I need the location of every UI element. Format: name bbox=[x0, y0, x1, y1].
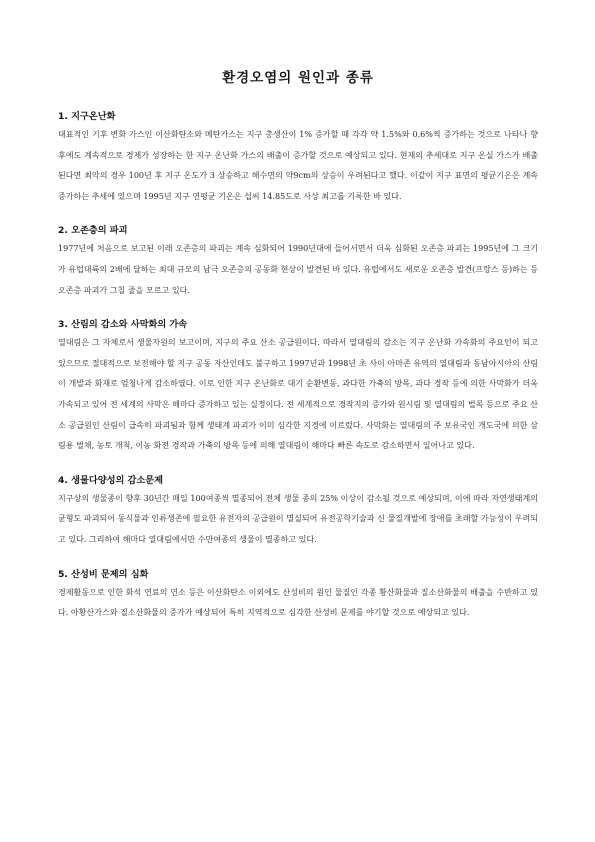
section-body: 지구상의 생물종이 향후 30년간 매일 100여종씩 멸종되어 전체 생물 종의 25% 이상이 감소될 것으로 예상되며, 이에 따라 자연생태계의 균형도 파괴되어 동식물과 인류생존에 필요한 유전자의 공급원이 멸실되어 유전공학기술과 신 물질개발에 장애를 초래할 가능성이 우려되고 있다. 그리하여 해마다 열대림에서만 수만여종의 생물이 멸종하고 있다. bbox=[58, 493, 538, 544]
section-biodiversity-loss bbox=[58, 472, 538, 551]
section-body: 열대림은 그 자체로서 생물자원의 보고이며, 지구의 주요 산소 공급원이다. 따라서 열대림의 감소는 지구 온난화 가속화의 주요인이 되고 있으므로 절대적으로 보전해야 할 지구 공동 자산인데도 불구하고 1997년과 1998년 초 사이 아마존 유역의 열대림과 동남아시아의 산림이 개발과 화재로 엄청나게 감소하였다. 이로 인한 지구 온난화로 대기 순환변동, 과다한 가축의 방목, 과다 경작 등에 의한 사막화가 더욱 가속되고 있어 전 세계의 사막은 해마다 증가하고 있는 실정이다. 전 세계적으로 경작지의 증가와 원시림 및 열대림의 벌목 등으로 주요 산소 공급원인 산림이 급속히 파괴됨과 함께 생태계 파괴가 이미 심각한 지경에 이르렀다. 사막화는 열대림의 주 보유국인 개도국에 의한 삼림용 벌채, 농토 개척, 이농 화전 경작과 가축의 방목 등에 의해 열대림이 해마다 빠른 속도로 감소하면서 일어나고 있다. bbox=[58, 338, 538, 451]
section-body: 경제활동으로 인한 화석 연료의 연소 등은 이산화탄소 이외에도 산성비의 원인 물질인 각종 황산화물과 질소산화물의 배출을 수반하고 있다. 아황산가스와 질소산화물의 증가가 예상되어 특히 지역적으로 심각한 산성비 문제를 야기할 것으로 예상되고 있다. bbox=[58, 587, 538, 618]
section-heading: 4. 생물다양성의 감소문제 bbox=[58, 474, 164, 486]
section-body: 1977년에 처음으로 보고된 이래 오존층의 파괴는 계속 심화되어 1990년대에 들어서면서 더욱 심화된 오존층 파괴는 1995년에 그 크기가 유럽대륙의 2배에 달하는 최대 규모의 남극 오존층의 공동화 현상이 발견된 바 있다. 유럽에서도 새로운 오존층 발견(프랑스 등)하는 등 오존층 파괴가 그칠 줄을 모르고 있다. bbox=[58, 244, 538, 295]
section-heading: 1. 지구온난화 bbox=[58, 111, 116, 122]
section-heading: 2. 오존층의 파괴 bbox=[58, 225, 128, 237]
section-deforestation-desertification bbox=[58, 316, 538, 457]
document-title: 환경오염의 원인과 종류 bbox=[222, 70, 374, 86]
section-body: 대표적인 기후 변화 가스인 이산화탄소와 메탄가스는 지구 총생산이 1% 증가할 때 각각 약 1.5%와 0.6%씩 증가하는 것으로 나타나 향후에도 계속적으로 경제가 성장하는 한 지구 온난화 가스의 배출이 증가할 것으로 예상되고 있다. 현재의 추세대로 지구 온실 가스가 배출된다면 최악의 경우 100년 후 지구 온도가 3 상승하고 해수면의 약9cm의 상승이 우려된다고 했다. 이같이 지구 표면의 평균기온은 계속 증가하는 추세에 있으며 1995년 지구 연평균 기온은 섭씨 14.85도로 사상 최고를 기록한 바 있다. bbox=[58, 130, 538, 201]
section-global-warming bbox=[58, 108, 538, 207]
section-acid-rain bbox=[58, 566, 538, 624]
section-heading: 5. 산성비 문제의 심화 bbox=[58, 568, 149, 580]
section-ozone-depletion bbox=[58, 222, 538, 301]
section-heading: 3. 산림의 감소와 사막화의 가속 bbox=[58, 319, 188, 331]
document-page bbox=[58, 66, 538, 639]
